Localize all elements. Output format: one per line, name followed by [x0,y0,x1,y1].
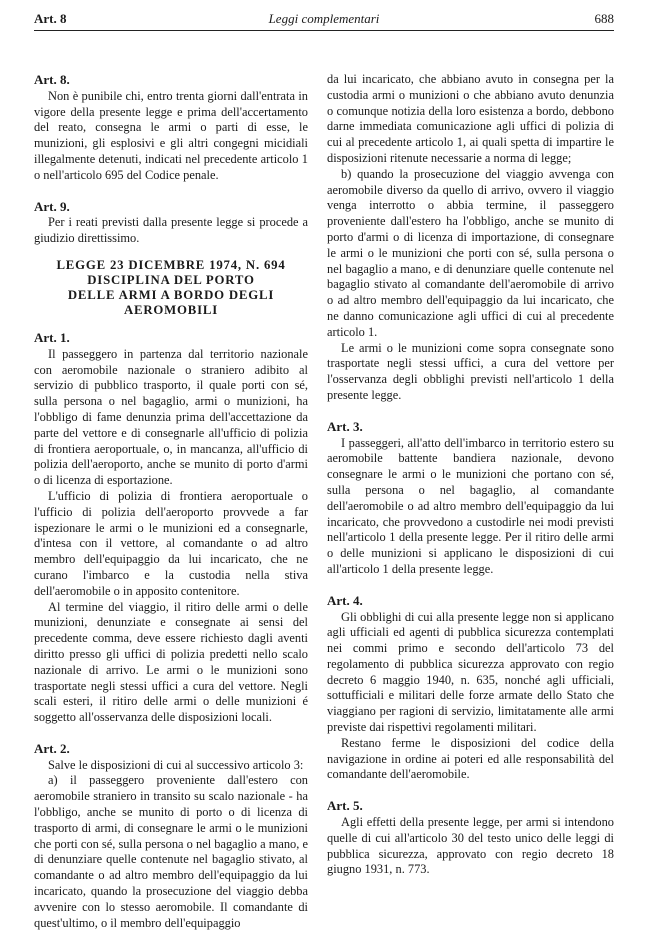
running-header [34,8,614,31]
article-paragraph: Salve le disposizioni di cui al successivo articolo 3: [48,757,304,772]
article-paragraph: b) quando la prosecuzione del viaggio avvenga con aeromobile diverso da quello di arrivo, ovvero il viaggio venga interrotto o abbia termine, il passeggero proveniente dall'estero ha l'obbligo, anche se munito di porto d'armi o di licenza di importazione, di consegnare le armi o le munizioni che porti con sé, sulla persona o nel bagaglio a mano, e di denunziare quelle contenute nel bagaglio stivato al comandante dell'aeromobile di arrivo o ad altro membro dell'equipaggio da lui incaricato, che ne danno comunicazione agli uffici di cui al precedente articolo 1. [327,166,614,339]
article-8 [34,72,308,184]
article-paragraph: Gli obblighi di cui alla presente legge non si applicano agli ufficiali ed agenti di pubblica sicurezza contemplati nei commi primo e secondo dell'articolo 73 del regolamento di pubblica sicurezza approvato con regio decreto 6 maggio 1940, n. 635, nonché agli ufficiali, sottufficiali e militari delle forze armate dello Stato che viaggiano per ragioni di servizio, limitatamente alle armi previste dai rispettivi regolamenti militari. [327,609,614,735]
article-2-continued [327,72,614,404]
law-heading-line: LEGGE 23 DICEMBRE 1974, N. 694 [56,257,286,272]
law-heading-line: AEROMOBILI [123,302,219,317]
article-title: Art. 1. [34,329,70,345]
article-paragraph: I passeggeri, all'atto dell'imbarco in territorio estero su aeromobile battente bandiera nazionale, devono consegnare le armi o le munizioni che portano con sé, sulla persona o nel bagaglio, al comandante dell'aeromobile o ad altro membro dell'equipaggio da lui incaricato, che provvedono a custodirle nei modi previsti nell'articolo 1 della presente legge. Per il ritiro delle armi o delle munizioni si applicano le disposizioni di cui all'articolo 1 della presente legge. [327,435,614,576]
law-heading-line: DELLE ARMI A BORDO DEGLI [67,287,275,302]
article-paragraph: da lui incaricato, che abbiano avuto in consegna per la custodia armi o munizioni o che abbiano avuto denunzia o comunque notizia della loro esistenza a bordo, debbono darne immediata comunicazione agli uffici di polizia di cui al precedente articolo 1, ai quali spetta di impartire le disposizioni ritenute necessarie a norma di legge; [327,72,614,165]
article-paragraph: Agli effetti della presente legge, per armi si intendono quelle di cui all'articolo 30 del testo unico delle leggi di pubblica sicurezza, approvato con regio decreto 18 giugno 1931, n. 773. [327,815,614,877]
article-paragraph: Per i reati previsti dalla presente legge si procede a giudizio direttissimo. [34,215,308,246]
article-3 [327,419,614,578]
article-title: Art. 8. [34,72,70,87]
law-heading-line: DISCIPLINA DEL PORTO [87,272,255,287]
article-paragraph: Le armi o le munizioni come sopra consegnate sono trasportate negli stessi uffici, a cura del vettore per l'osservanza degli obblighi previsti nell'articolo 1 della presente legge. [327,340,614,402]
article-title: Art. 5. [327,798,363,814]
page-number: 688 [594,11,614,26]
article-paragraph: Al termine del viaggio, il ritiro delle armi o delle munizioni, denunziate e consegnate ai sensi del precedente comma, deve essere richiesto dagli aventi diritto presso gli uffici di polizia predetti nello scalo nazionale di arrivo. Le armi o le munizioni sono trasportate negli stessi uffici a cura del vettore. Negli scali esteri, il ritiro delle armi o delle munizioni é soggetto all'osservanza delle disposizioni locali. [34,599,308,725]
article-paragraph: Il passeggero in partenza dal territorio nazionale con aeromobile nazionale o straniero adibito al servizio di pubblico trasporto, il quale porti con sé, sulla persona o nel bagaglio, armi o munizioni, ha l'obbligo di fame denunzia prima dell'accettazione da parte del vettore e di consegnarle all'ufficio di polizia di frontiera aeroportuale, o, in mancanza, all'ufficio di polizia dell'aeroporto, anche se munito di porto d'armi o di licenza di esportazione. [34,346,308,488]
article-paragraph: Non è punibile chi, entro trenta giorni dall'entrata in vigore della presente legge e prima dell'accertamento del reato, consegna le armi o parti di esse, le munizioni, gli esplosivi e gli altri congegni micidiali illegalmente detenuti, indicati nel precedente articolo 1 o nell'articolo 695 del Codice penale. [34,88,308,182]
article-9 [34,199,308,247]
article-title: Art. 9. [34,198,70,214]
article-title: Art. 2. [34,740,70,756]
right-column [327,72,614,878]
article-paragraph: Restano ferme le disposizioni del codice della navigazione in ordine ai poteri ed alle responsabilità del comandante dell'aeromobile. [327,735,614,782]
article-paragraph: a) il passeggero proveniente dall'estero con aeromobile straniero in transito su scalo nazionale - ha l'obbligo, anche se munito di porto o di licenza di trasporto di armi, di consegnare le armi o le munizioni che porti con sé, sulla persona o nel bagaglio a mano, e di denunziare quelle contenute nel bagaglio stivato, al comandante o ad altro membro dell'equipaggio da lui incaricato, quando la prosecuzione del viaggio debba avvenire con lo stesso aeromobile. Il comandante di quest'ultimo, o il membro dell'equipaggio [34,773,308,930]
article-4 [327,593,614,784]
article-title: Art. 4. [327,592,363,608]
article-title: Art. 3. [327,418,363,434]
article-5 [327,798,614,878]
article-2 [34,741,308,931]
article-paragraph: L'ufficio di polizia di frontiera aeroportuale o l'ufficio di polizia dell'aeroporto provvede a far ispezionare le armi o le munizioni ed a consegnarle, d'intesa con il vettore, al comandante o ad altro membro dell'equipaggio da lui incaricato, che ne curano l'imbarco e la custodia nella stiva dell'aeromobile o in apposito contenitore. [34,488,308,598]
header-title: Leggi complementari [268,11,380,26]
header-section: Art. 8 [34,11,67,26]
law-heading [34,258,308,318]
article-1 [34,330,308,726]
left-column [34,72,308,931]
